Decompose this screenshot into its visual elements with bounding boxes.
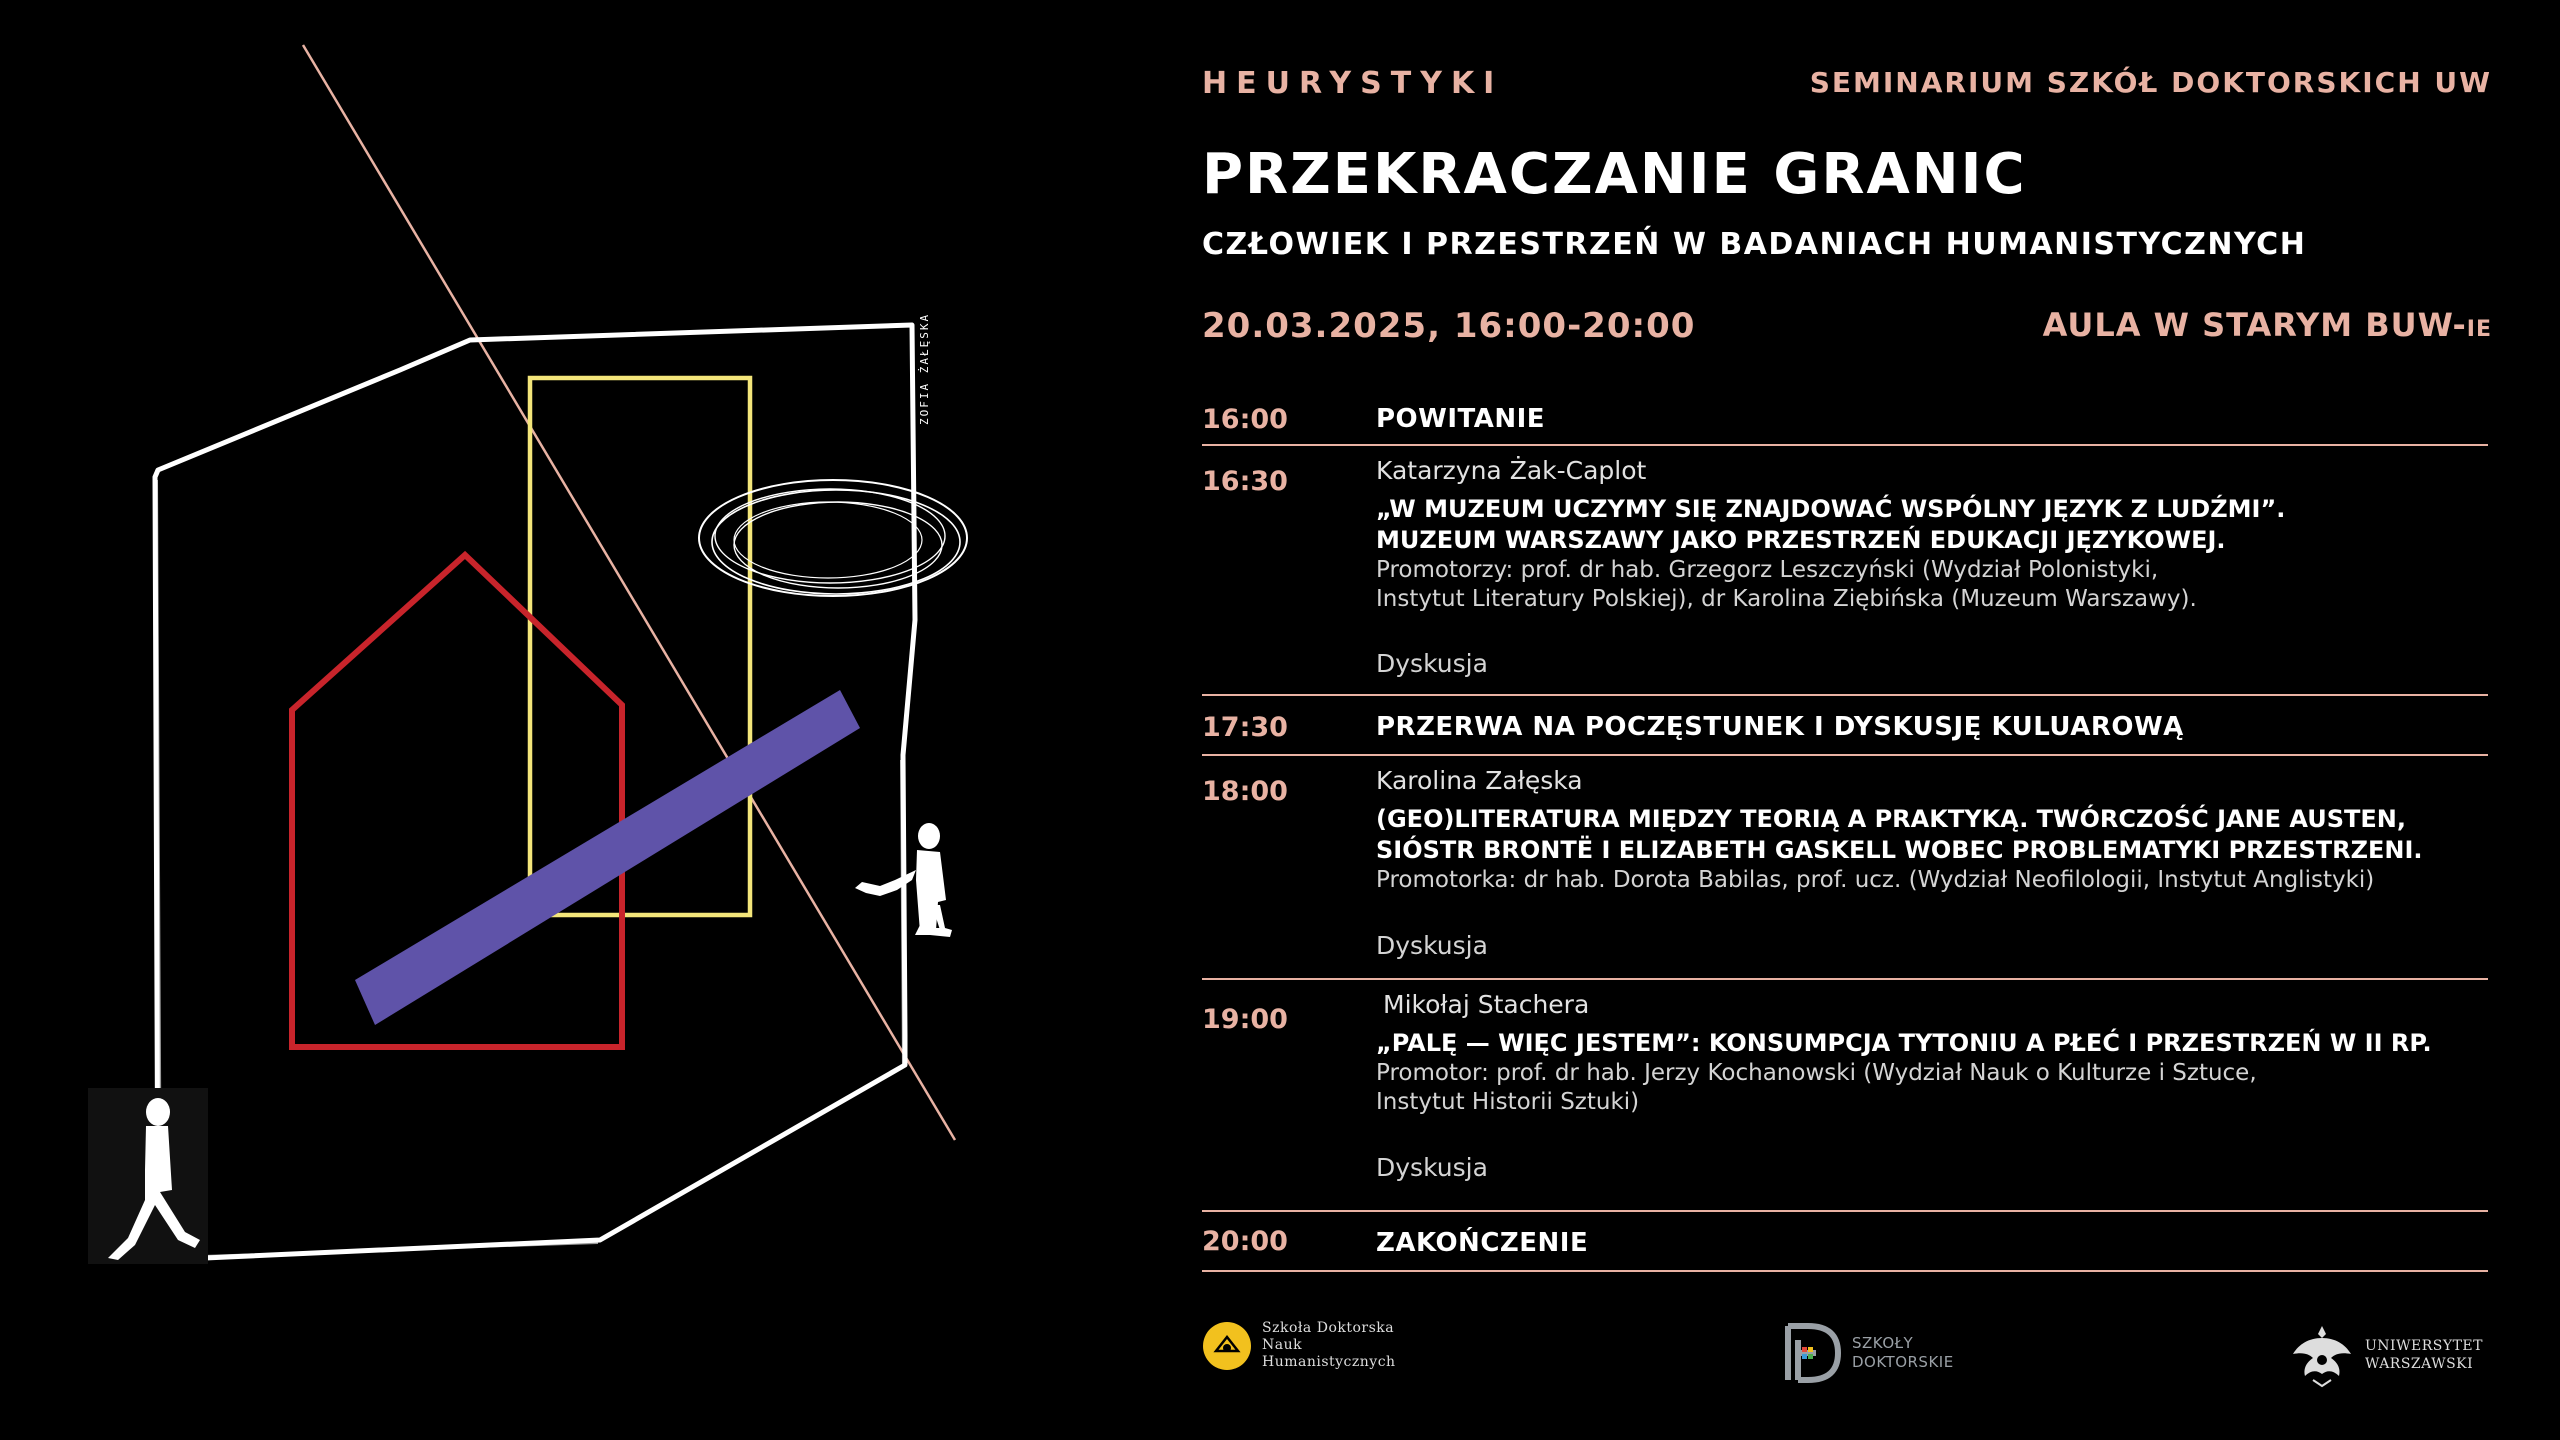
- time-label: 18:00: [1202, 776, 1288, 807]
- session-label: PRZERWA NA POCZĘSTUNEK I DYSKUSJĘ KULUAROWĄ: [1376, 712, 2184, 742]
- speaker-name: Mikołaj Stachera: [1383, 990, 1590, 1019]
- logo-text-line: Humanistycznych: [1262, 1354, 1396, 1370]
- talk-title-line: (GEO)LITERATURA MIĘDZY TEORIĄ A PRAKTYKĄ. TWÓRCZOŚĆ JANE AUSTEN,: [1376, 805, 2406, 833]
- session-label: ZAKOŃCZENIE: [1376, 1228, 1589, 1258]
- logo-sdnh: [1202, 1320, 1396, 1371]
- event-venue: [2043, 306, 2492, 344]
- venue-main: AULA W STARYM BUW-: [2042, 306, 2467, 344]
- time-label: 16:00: [1202, 404, 1288, 435]
- discussion-label: Dyskusja: [1376, 1153, 1488, 1182]
- discussion-label: Dyskusja: [1376, 931, 1488, 960]
- event-title: PRZEKRACZANIE GRANIC: [1202, 142, 2027, 207]
- white-boundary: [155, 325, 915, 1260]
- logo-text-line: Nauk: [1262, 1337, 1303, 1353]
- logo-text-line: Szkoła Doktorska: [1262, 1320, 1395, 1336]
- speaker-name: Karolina Załęska: [1376, 766, 1583, 795]
- talk-title-line: „PALĘ — WIĘC JESTEM”: KONSUMPCJA TYTONIU A PŁEĆ I PRZESTRZEŃ W II RP.: [1376, 1029, 2432, 1057]
- logo-text-line: UNIWERSYTET: [2365, 1338, 2483, 1354]
- program: [1202, 388, 2488, 1272]
- supervisors-line: Promotorka: dr hab. Dorota Babilas, prof. ucz. (Wydział Neofilologii, Instytut Anglistyki): [1376, 867, 2375, 893]
- event-subtitle: CZŁOWIEK I PRZESTRZEŃ W BADANIACH HUMANISTYCZNYCH: [1202, 227, 2307, 262]
- speaker-name: Katarzyna Żak-Caplot: [1376, 456, 1647, 485]
- supervisors: [1376, 556, 2488, 614]
- program-row-talk-3: [1202, 980, 2488, 1212]
- logo-text-line: DOKTORSKIE: [1852, 1353, 1954, 1371]
- supervisors-line: Instytut Literatury Polskiej), dr Karolina Ziębińska (Muzeum Warszawy).: [1376, 586, 2197, 612]
- sdnh-emblem-icon: [1202, 1321, 1252, 1371]
- talk-title-line: MUZEUM WARSZAWY JAKO PRZESTRZEŃ EDUKACJI JĘZYKOWEJ.: [1376, 526, 2226, 554]
- event-date: 20.03.2025, 16:00-20:00: [1202, 306, 1696, 346]
- time-label: 16:30: [1202, 466, 1288, 497]
- program-row-talk-2: [1202, 756, 2488, 980]
- program-row-break: [1202, 696, 2488, 756]
- supervisors-line: Instytut Historii Sztuki): [1376, 1089, 1640, 1115]
- abstract-illustration: [0, 0, 1080, 1440]
- walking-figure-left: [88, 1088, 208, 1264]
- uw-eagle-icon: [2287, 1320, 2357, 1390]
- sd-monogram-icon: [1782, 1320, 1842, 1386]
- talk-title-line: SIÓSTR BRONTË I ELIZABETH GASKELL WOBEC PROBLEMATYKI PRZESTRZENI.: [1376, 836, 2423, 864]
- talk-title: [1376, 494, 2488, 556]
- time-label: 20:00: [1202, 1226, 1288, 1257]
- logo-text-line: WARSZAWSKI: [2365, 1356, 2474, 1372]
- supervisors-line: Promotorzy: prof. dr hab. Grzegorz Leszczyński (Wydział Polonistyki,: [1376, 557, 2159, 583]
- supervisors-line: Promotor: prof. dr hab. Jerzy Kochanowski (Wydział Nauk o Kulturze i Sztuce,: [1376, 1060, 2257, 1086]
- program-row-talk-1: [1202, 446, 2488, 696]
- scribbled-ellipse: [699, 480, 967, 596]
- artwork: [0, 0, 1080, 1440]
- artist-signature: ZOFIA ŻAŁĘSKA: [918, 312, 931, 425]
- organizer-name: SEMINARIUM SZKÓŁ DOKTORSKICH UW: [1809, 66, 2492, 99]
- series-name: HEURYSTYKI: [1202, 66, 1504, 101]
- talk-title-line: „W MUZEUM UCZYMY SIĘ ZNAJDOWAĆ WSPÓLNY JĘZYK Z LUDŹMI”.: [1376, 495, 2286, 523]
- session-label: POWITANIE: [1376, 404, 1546, 434]
- supervisors: [1376, 1059, 2488, 1117]
- logo-text-line: SZKOŁY: [1852, 1334, 1914, 1352]
- time-label: 19:00: [1202, 1004, 1288, 1035]
- time-label: 17:30: [1202, 712, 1288, 743]
- venue-suffix: IE: [2466, 317, 2492, 342]
- purple-bar: [355, 690, 860, 1025]
- talk-title: [1376, 1028, 2488, 1059]
- discussion-label: Dyskusja: [1376, 649, 1488, 678]
- logo-uw: [2287, 1320, 2483, 1390]
- logo-sd: [1782, 1320, 1954, 1386]
- supervisors: [1376, 866, 2488, 895]
- program-row-closing: [1202, 1212, 2488, 1272]
- program-row-welcome: [1202, 388, 2488, 446]
- talk-title: [1376, 804, 2488, 866]
